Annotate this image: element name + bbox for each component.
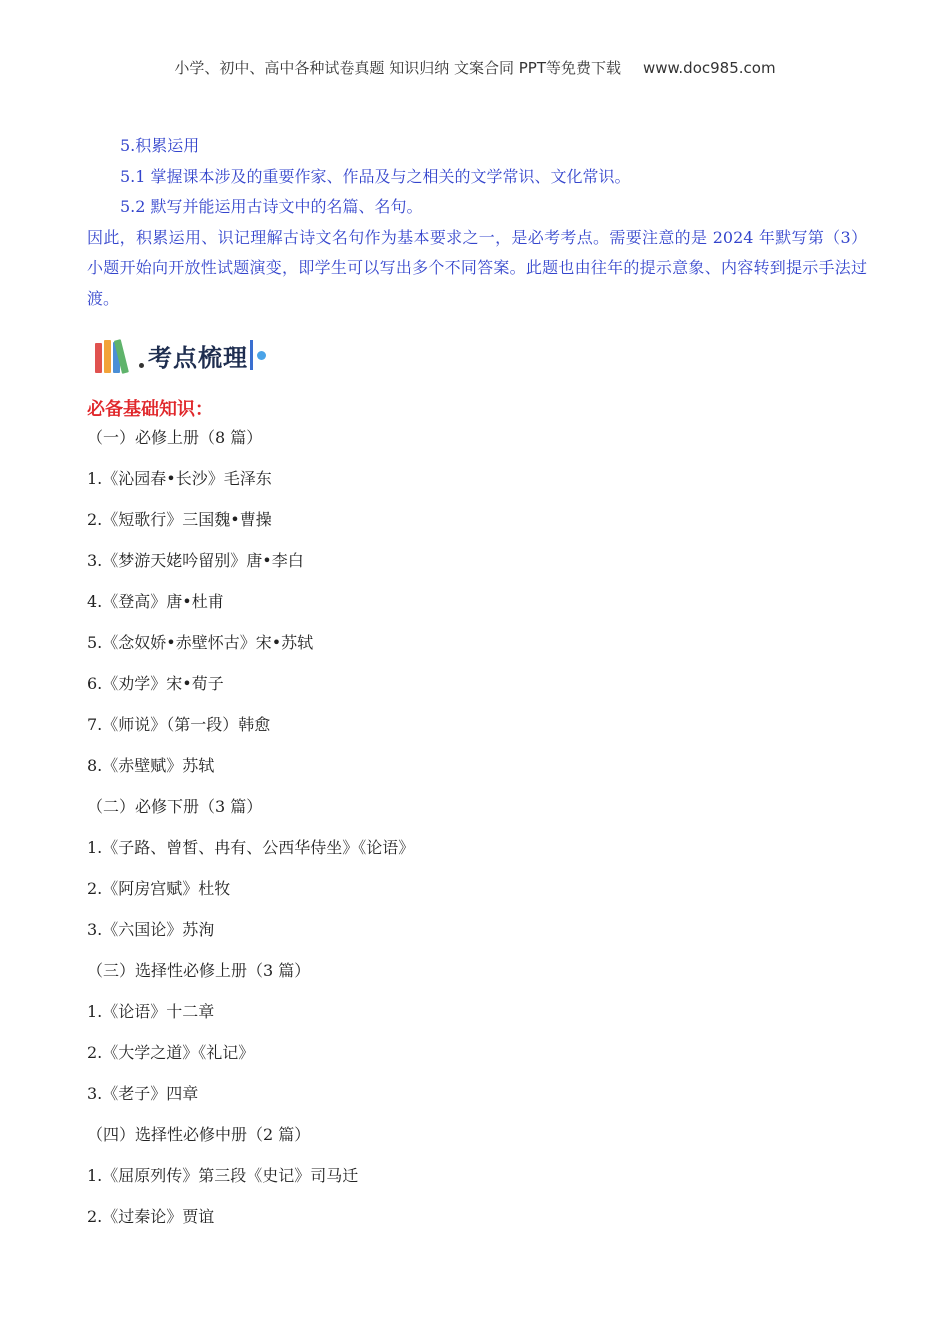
list-item: 5.《念奴娇•赤壁怀古》宋•苏轼 [87,633,314,652]
header-text: 小学、初中、高中各种试卷真题 知识归纳 文案合同 PPT等免费下载 [174,59,621,77]
cursor-bar-icon [250,340,253,370]
list-item: 1.《子路、曾皙、冉有、公西华侍坐》《论语》 [87,838,415,857]
list-item: 4.《登高》唐•杜甫 [87,592,224,611]
intro-block [87,131,867,314]
list-item: 6.《劝学》宋•荀子 [87,674,224,693]
section-banner [95,333,266,377]
intro-line-2: 5.1 掌握课本涉及的重要作家、作品及与之相关的文学常识、文化常识。 [120,166,631,186]
intro-paragraph: 因此，积累运用、识记理解古诗文名句作为基本要求之一，是必考考点。需要注意的是 2024 年默写第（3）小题开始向开放性试题演变，即学生可以写出多个不同答案。此题也由往年的提示意象、内容转到提示手法过渡。 [87,227,867,308]
intro-line-1: 5.积累运用 [120,136,200,155]
list-item: 2.《大学之道》《礼记》 [87,1043,255,1062]
group-heading: （四）选择性必修中册（2 篇） [87,1125,311,1144]
group-heading: （二）必修下册（3 篇） [87,797,263,816]
intro-line-3: 5.2 默写并能运用古诗文中的名篇、名句。 [120,197,423,216]
group-heading: （三）选择性必修上册（3 篇） [87,961,311,980]
list-item: 2.《阿房宫赋》杜牧 [87,879,231,898]
books-icon [95,337,131,373]
list-item: 3.《老子》四章 [87,1084,199,1103]
list-item: 2.《过秦论》贾谊 [87,1207,215,1226]
text-list [87,428,414,1248]
group-heading: （一）必修上册（8 篇） [87,428,263,447]
banner-title: 考点梳理 [148,343,248,372]
list-item: 7.《师说》（第一段）韩愈 [87,715,271,734]
list-item: 3.《六国论》苏洵 [87,920,215,939]
list-item: 1.《沁园春•长沙》毛泽东 [87,469,272,488]
dot-icon [139,363,144,368]
list-item: 3.《梦游天姥吟留别》唐•李白 [87,551,304,570]
list-item: 2.《短歌行》三国魏•曹操 [87,510,272,529]
blue-dot-icon [257,351,266,360]
section-title: 必备基础知识： [87,399,213,420]
list-item: 1.《论语》十二章 [87,1002,215,1021]
list-item: 8.《赤壁赋》苏轼 [87,756,215,775]
page-header [0,57,950,78]
list-item: 1.《屈原列传》第三段《史记》司马迁 [87,1166,359,1185]
header-site: www.doc985.com [642,59,776,77]
